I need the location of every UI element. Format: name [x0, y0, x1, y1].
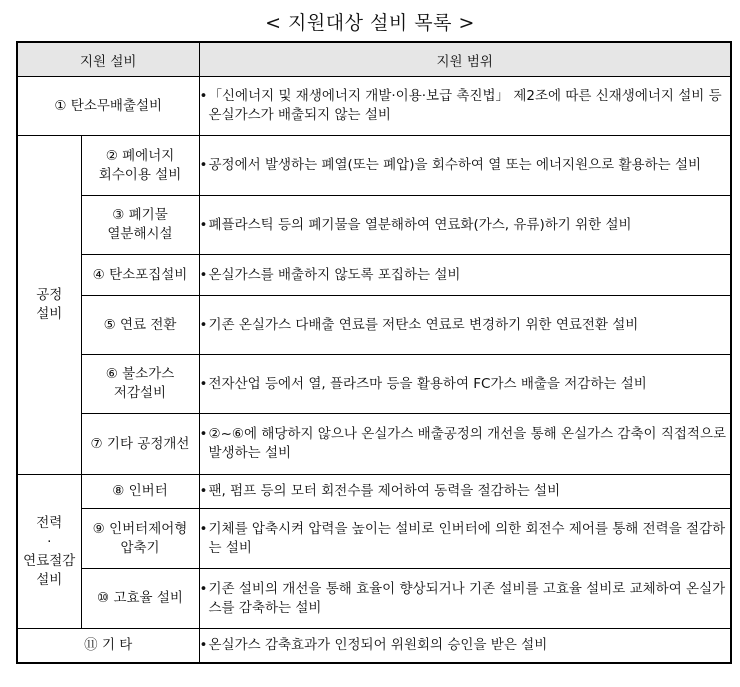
scope-description [199, 569, 731, 629]
category-process-equipment [17, 136, 81, 475]
scope-text: 온실가스를 배출하지 않도록 포집하는 설비 [208, 266, 461, 283]
scope-description [199, 629, 731, 663]
scope-description [199, 136, 731, 196]
table-row [17, 629, 731, 663]
item-label-line: ⑨ 인버터제어형 [92, 520, 188, 537]
equipment-item [81, 136, 199, 196]
category-label-line: 설비 [36, 571, 63, 588]
table-row [17, 414, 731, 475]
equipment-item: ⑤ 연료 전환 [81, 296, 199, 355]
support-equipment-table [16, 41, 732, 664]
category-label-line: 설비 [36, 306, 63, 322]
scope-description [199, 196, 731, 255]
scope-description [199, 509, 731, 569]
item-label-line: ② 폐에너지 [105, 147, 175, 164]
bullet-icon: • [199, 636, 208, 653]
category-label-line: 공정 [36, 287, 63, 303]
scope-description [199, 475, 731, 509]
equipment-item: ① 탄소무배출설비 [17, 77, 199, 136]
equipment-item: ④ 탄소포집설비 [81, 255, 199, 296]
table-row [17, 255, 731, 296]
bullet-icon: • [199, 316, 208, 333]
bullet-icon: • [199, 375, 208, 392]
scope-text: 기존 온실가스 다배출 연료를 저탄소 연료로 변경하기 위한 연료전환 설비 [208, 316, 639, 333]
table-row [17, 196, 731, 255]
equipment-item: ⑩ 고효율 설비 [81, 569, 199, 629]
item-label-line: 압축기 [120, 539, 160, 556]
equipment-item: ⑦ 기타 공정개선 [81, 414, 199, 475]
header-support-equipment: 지원 설비 [17, 42, 199, 77]
table-row [17, 136, 731, 196]
category-label-line: 연료절감 [23, 552, 76, 569]
table-header-row [17, 42, 731, 77]
bullet-icon: • [199, 88, 208, 104]
header-support-scope: 지원 범위 [199, 42, 731, 77]
item-label-line: ③ 폐기물 [112, 207, 168, 223]
scope-text: 팬, 펌프 등의 모터 회전수를 제어하여 동력을 절감하는 설비 [208, 483, 561, 499]
equipment-item [81, 196, 199, 255]
document-title: < 지원대상 설비 목록 > [265, 12, 475, 34]
scope-description [199, 296, 731, 355]
equipment-item [81, 355, 199, 414]
equipment-item: ⑪ 기 타 [17, 629, 199, 663]
table-row [17, 569, 731, 629]
table-row [17, 77, 731, 136]
scope-description [199, 355, 731, 414]
category-power-fuel-saving [17, 475, 81, 629]
item-label-line: 회수이용 설비 [98, 166, 182, 183]
bullet-icon: • [199, 426, 208, 442]
item-label-line: ⑥ 불소가스 [105, 366, 175, 382]
scope-description [199, 255, 731, 296]
equipment-item: ⑧ 인버터 [81, 475, 199, 509]
bullet-icon: • [199, 580, 208, 597]
item-label-line: 저감설비 [113, 385, 167, 401]
scope-text: 온실가스 감축효과가 인정되어 위원회의 승인을 받은 설비 [208, 636, 548, 653]
scope-description [199, 77, 731, 136]
bullet-icon: • [199, 483, 208, 499]
bullet-icon: • [199, 520, 208, 537]
scope-text: 전자산업 등에서 열, 플라즈마 등을 활용하여 FC가스 배출을 저감하는 설비 [208, 375, 647, 392]
scope-text: 공정에서 발생하는 폐열(또는 폐압)을 회수하여 열 또는 에너지원으로 활용하는 설비 [208, 157, 702, 173]
bullet-icon: • [199, 266, 208, 283]
scope-text: 기체를 압축시켜 압력을 높이는 설비로 인버터에 의한 회전수 제어를 통해 전력을 절감하는 설비 [208, 520, 726, 556]
item-label-line: 열분해시설 [107, 226, 173, 242]
bullet-icon: • [199, 157, 208, 173]
table-row [17, 509, 731, 569]
scope-text: 폐플라스틱 등의 폐기물을 열분해하여 연료화(가스, 유류)하기 위한 설비 [208, 216, 632, 233]
equipment-item [81, 509, 199, 569]
table-row [17, 296, 731, 355]
scope-description [199, 414, 731, 475]
scope-text: ②~⑥에 해당하지 않으나 온실가스 배출공정의 개선을 통해 온실가스 감축이 직접적으로 발생하는 설비 [208, 426, 727, 461]
bullet-icon: • [199, 216, 208, 233]
table-row [17, 475, 731, 509]
category-label-line: · [47, 533, 52, 550]
category-label-line: 전력 [36, 514, 63, 531]
scope-text: 기존 설비의 개선을 통해 효율이 향상되거나 기존 설비를 고효율 설비로 교체하여 온실가스를 감축하는 설비 [208, 580, 726, 616]
scope-text: 「신에너지 및 재생에너지 개발·이용·보급 촉진법」 제2조에 따른 신재생에너지 설비 등 온실가스가 배출되지 않는 설비 [208, 88, 722, 123]
table-row [17, 355, 731, 414]
